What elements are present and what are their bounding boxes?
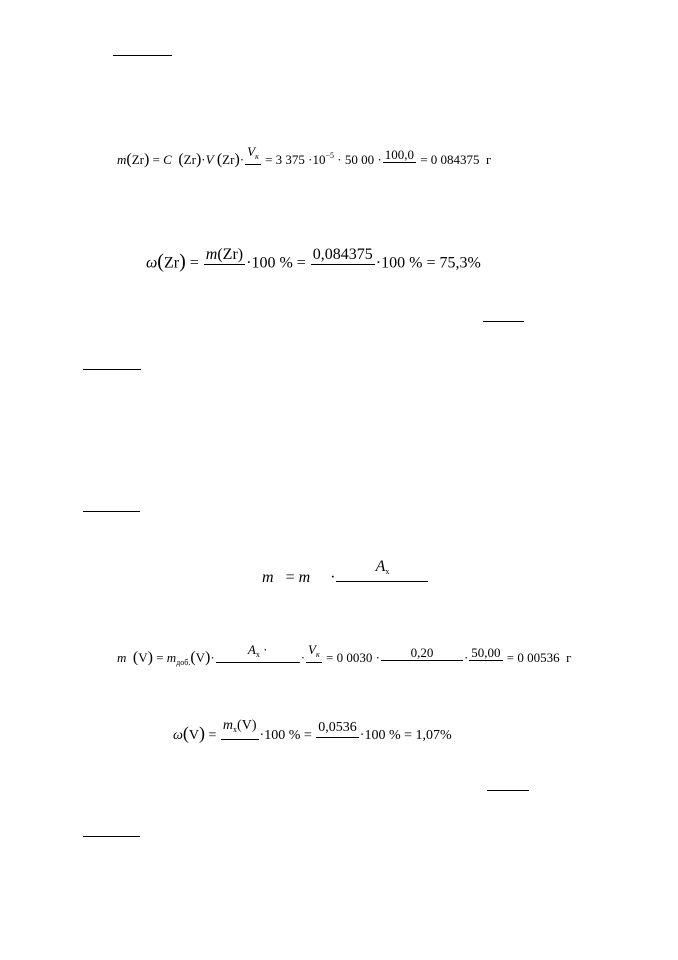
fraction-020: 0,20 [381,646,463,673]
fraction-ax-v: $A_х$ · [216,643,300,675]
rule-2 [483,321,524,322]
fraction-mass-value-v: 0,0536 [316,720,359,752]
fraction-ax: $A_х$ [336,559,428,598]
rule-5 [487,790,529,791]
fraction-m-zr: m(Zr) [205,246,244,263]
equation-omega-zr: ω(Zr) = m(Zr) ·100 % = 0,084375 ·100 % = 75,3% [146,247,481,281]
equation-mass-zr: m(Zr) = C (Zr)·V (Zr)· $V_к$ = 3 $375 \cdot 10^{-5} \cdot 50$ 00 · 100,0 = 0 084375 г [117,145,491,177]
equation-mass-general: m = m · $A_х$ [262,559,429,598]
rule-1 [113,55,172,56]
fraction-vk: $V_к$ [245,145,261,177]
equation-omega-v: ω(V) = $m_х(V)$ ·100 % = 0,0536 ·100 % = 1,07% [173,718,452,754]
fraction-mass-value: 0,084375 [312,246,373,263]
fraction-5000: 50,00 [471,644,501,660]
rule-4 [83,511,140,512]
rule-3 [83,369,141,370]
fraction-100: 100,0 [384,146,414,162]
equation-mass-v: m $(V) = m_{доб.}(V)\cdot$ $A_х$ · · $V_к$ = 0 0030 · 0,20 · 50,00 = 0 00536 г [117,643,571,675]
fraction-mx-v: $m_х(V)$ [221,718,259,754]
fraction-vk-v: $V_к$ [306,643,322,675]
rule-6 [83,836,140,837]
